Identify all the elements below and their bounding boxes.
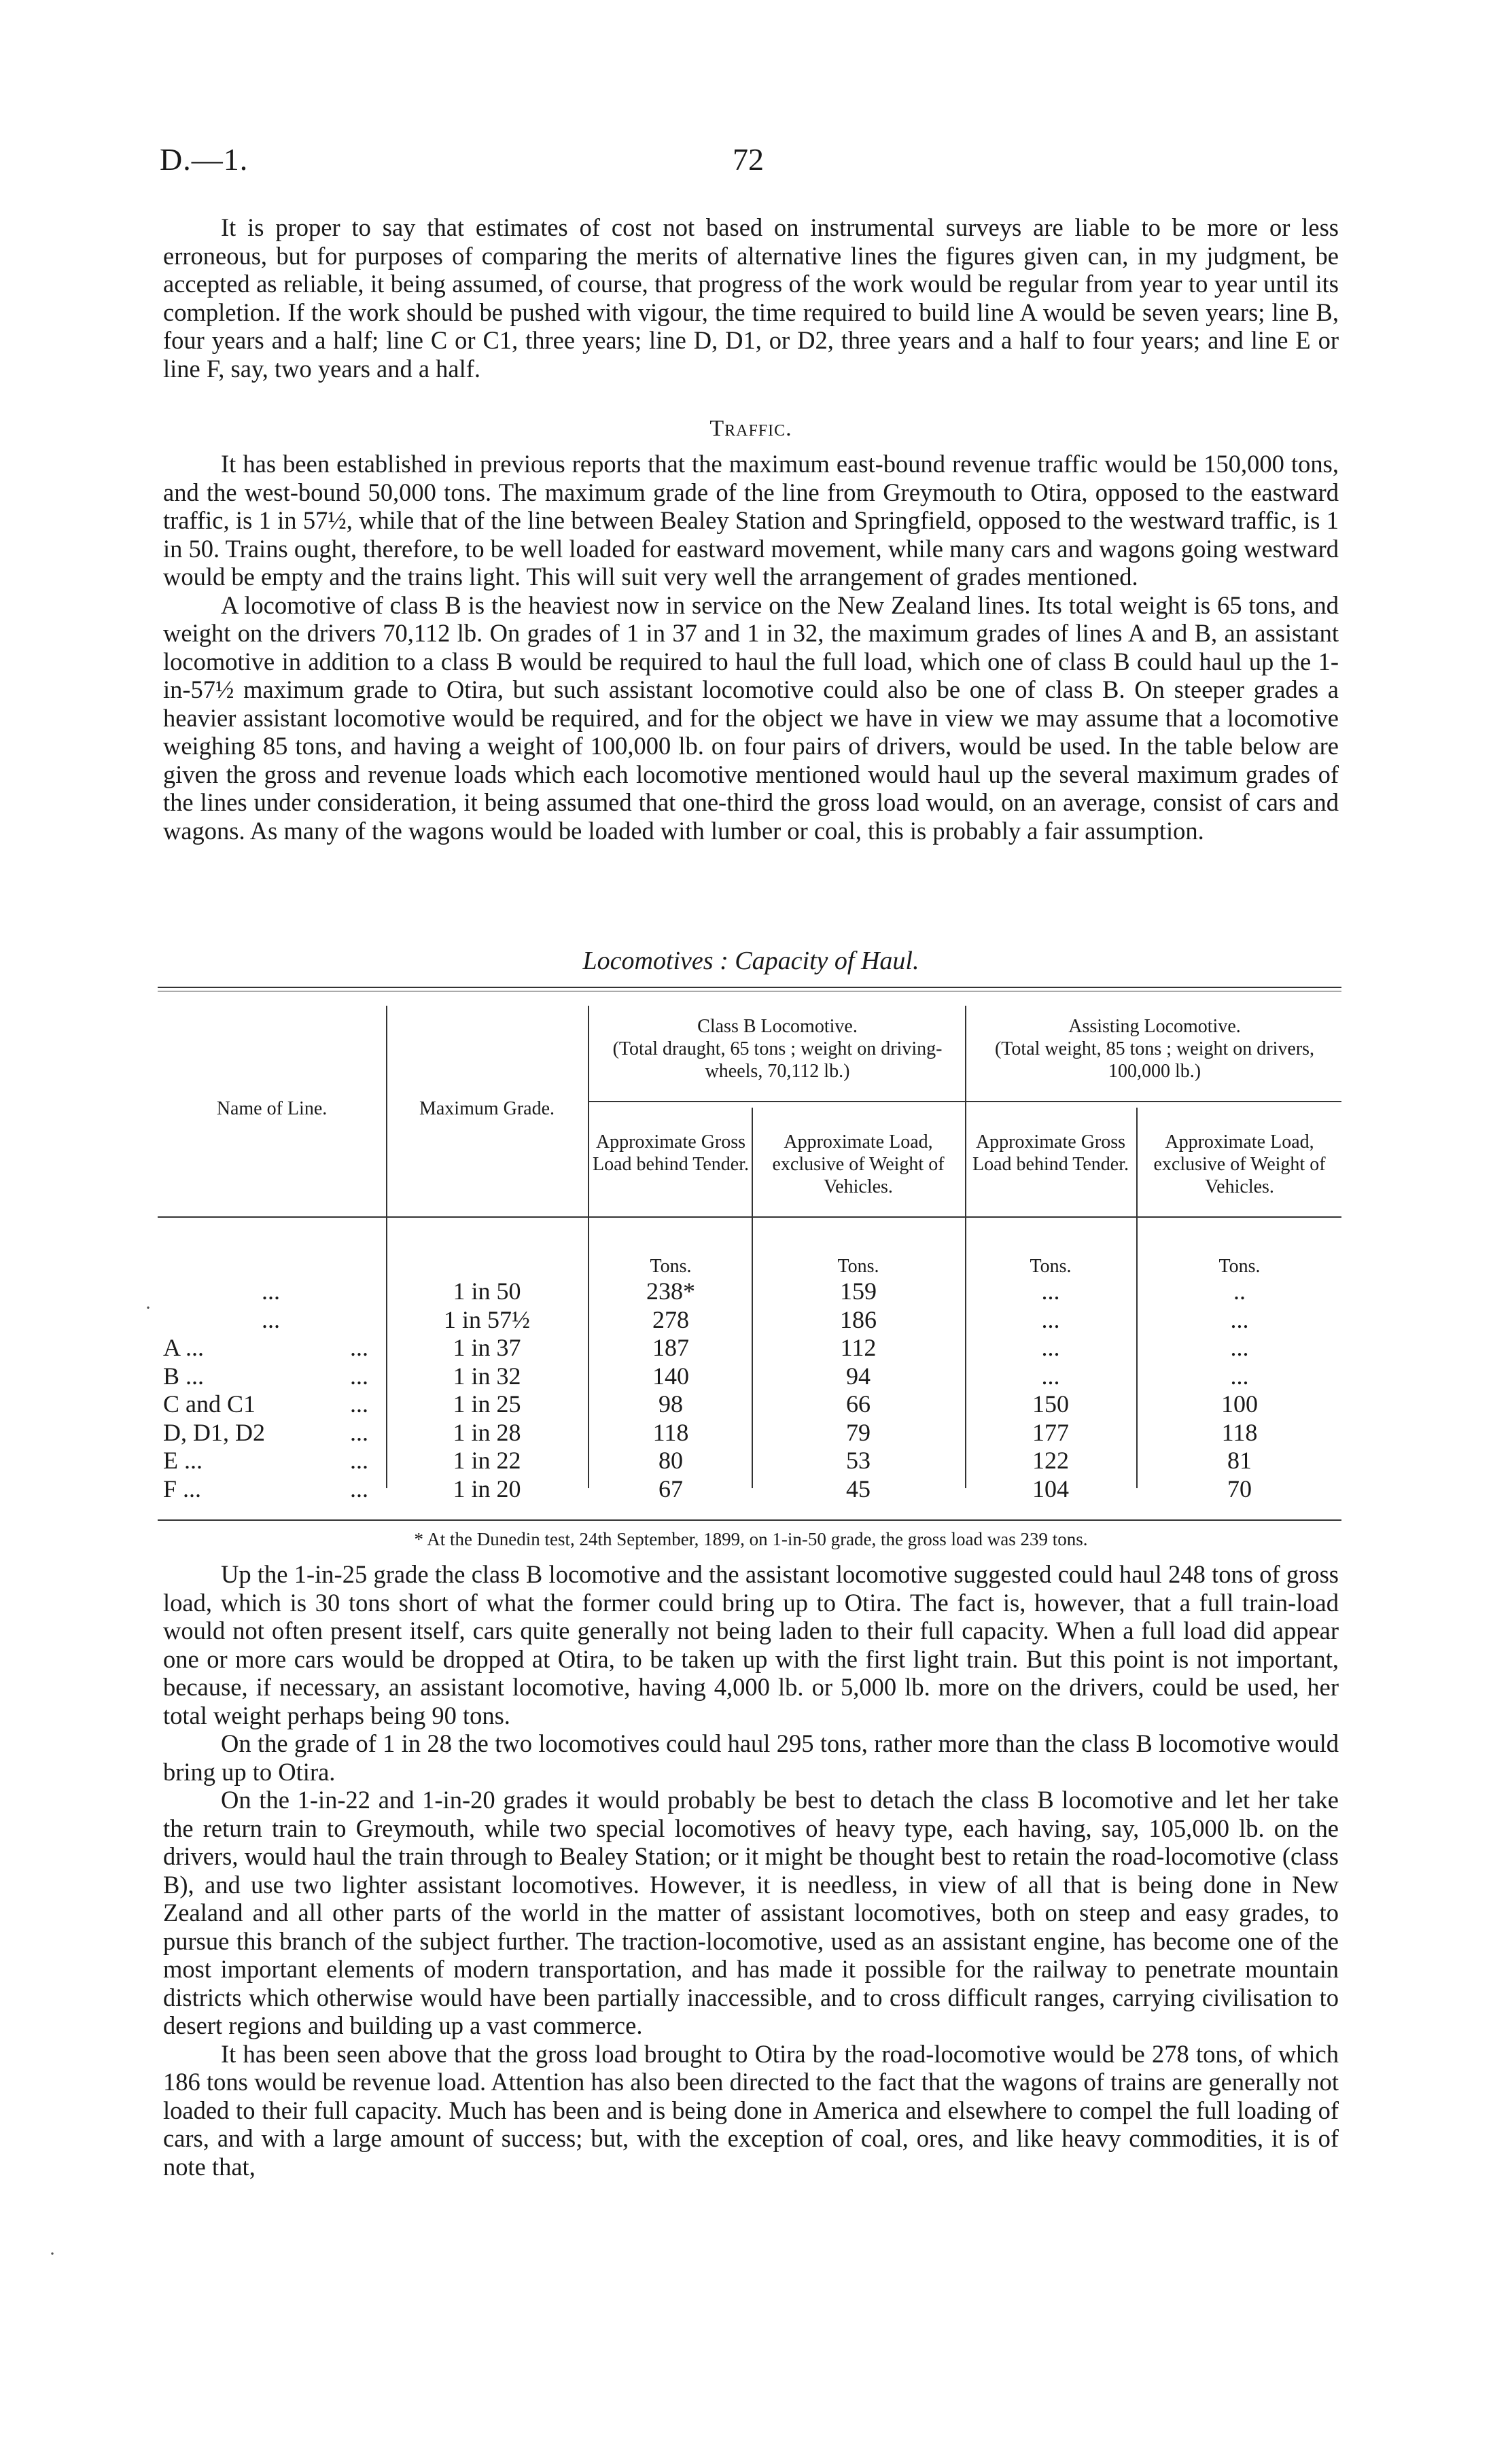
paragraph-after-1: Up the 1-in-25 grade the class B locomotive and the assistant locomotive suggested could haul 248 tons of gross load, which is 30 tons short of what the former could bring up to Otira. The fact is, however, that a full train-load would not often present itself, cars quite generally not being laden to their full capacity. When a full load did appear one or more cars would be dropped at Otira, to be taken up with the first light train. But this point is not important, because, if necessary, an assistant locomotive, having 4,000 lb. or 5,000 lb. more on the drivers, could be used, her total weight perhaps being 90 tons. bbox=[163, 1560, 1339, 1729]
cell-b-gross: 238* bbox=[646, 1278, 695, 1305]
cell-b-load: 186 bbox=[840, 1305, 877, 1333]
group-header-assisting bbox=[968, 1015, 1341, 1083]
cell-b-gross: 67 bbox=[658, 1475, 683, 1502]
cell-line-name: ... bbox=[262, 1305, 280, 1333]
cell-b-gross: 98 bbox=[658, 1390, 683, 1418]
cell-a-load: 70 bbox=[1227, 1475, 1252, 1502]
cell-grade: 1 in 50 bbox=[453, 1278, 521, 1305]
col-header-line: Name of Line. bbox=[216, 1098, 328, 1119]
table-footnote: * At the Dunedin test, 24th September, 1899, on 1-in-50 grade, the gross load was 239 tons. bbox=[414, 1529, 1088, 1549]
paragraph-after-2: On the grade of 1 in 28 the two locomotives could haul 295 tons, rather more than the class B locomotive would bring up to Otira. bbox=[163, 1729, 1339, 1786]
cell-leader-dots: ... bbox=[350, 1362, 368, 1390]
cell-a-load: .. bbox=[1233, 1278, 1246, 1305]
cell-grade: 1 in 37 bbox=[453, 1334, 521, 1361]
cell-b-gross: 80 bbox=[658, 1447, 683, 1474]
unit-label: Tons. bbox=[650, 1256, 692, 1277]
paragraph-costs: It is proper to say that estimates of cost not based on instrumental surveys are liable to be more or less erroneous, but for purposes of comparing the merits of alternative lines the figures given can, in my judgment, be accepted as reliable, it being assumed, of course, that progress of the work would be regular from year to year until its completion. If the work should be pushed with vigour, the time required to build line A would be seven years; line B, four years and a half; line C or C1, three years; line D, D1, or D2, three years and a half to four years; and line E or line F, say, two years and a half. bbox=[163, 213, 1339, 383]
table-bottom-rule bbox=[158, 1519, 1341, 1521]
paragraph-after-4: It has been seen above that the gross load brought to Otira by the road-locomotive would be 278 tons, of which 186 tons would be revenue load. Attention has also been directed to the fact that the wagons of trains are generally not loaded to their full capacity. Much has been and is being done in America and elsewhere to compel the full loading of cars, and with a large amount of success; but, with the exception of coal, ores, and like heavy commodities, it is of note that, bbox=[163, 2039, 1339, 2181]
cell-b-load: 45 bbox=[846, 1475, 871, 1502]
cell-line-name: E ... bbox=[163, 1447, 203, 1474]
cell-a-gross: 177 bbox=[1032, 1418, 1069, 1446]
stray-mark: · bbox=[49, 2242, 56, 2265]
group-class-b-title: Class B Locomotive. bbox=[697, 1016, 858, 1037]
page-number: 72 bbox=[733, 142, 764, 177]
table-divider bbox=[752, 1108, 753, 1488]
col-header-grade: Maximum Grade. bbox=[419, 1098, 555, 1119]
cell-b-gross: 118 bbox=[652, 1418, 689, 1446]
cell-a-gross: 104 bbox=[1032, 1475, 1069, 1502]
unit-label: Tons. bbox=[837, 1256, 879, 1277]
subheader-b-load: Approximate Load, exclusive of Weight of Vehicles. bbox=[772, 1131, 945, 1197]
cell-b-load: 79 bbox=[846, 1418, 871, 1446]
table-title: Locomotives : Capacity of Haul. bbox=[582, 947, 919, 975]
table-divider bbox=[588, 1006, 589, 1488]
table-top-rule bbox=[158, 987, 1341, 988]
cell-a-gross: ... bbox=[1041, 1305, 1060, 1333]
cell-leader-dots: ... bbox=[350, 1334, 368, 1361]
group-assisting-title: Assisting Locomotive. bbox=[1068, 1016, 1241, 1037]
cell-a-load: 100 bbox=[1221, 1390, 1258, 1418]
cell-b-gross: 187 bbox=[652, 1334, 689, 1361]
cell-line-name: A ... bbox=[163, 1334, 205, 1361]
paragraph-traffic-2: A locomotive of class B is the heaviest now in service on the New Zealand lines. Its total weight is 65 tons, and weight on the drivers 70,112 lb. On grades of 1 in 37 and 1 in 32, the maximum grades of lines A and B, an assistant locomotive in addition to a class B would be required to haul the full load, which one of class B could haul up the 1-in-57½ maximum grade to Otira, but such assistant locomotive could also be one of class B. On steeper grades a heavier assistant locomotive would be required, and for the object we have in view we may assume that a locomotive weighing 85 tons, and having a weight of 100,000 lb. on four pairs of drivers, would be used. In the table below are given the gross and revenue loads which each locomotive mentioned would haul up the several maximum grades of the lines under consideration, it being assumed that one-third the gross load would, on an average, consist of cars and wagons. As many of the wagons would be loaded with lumber or coal, this is probably a fair assumption. bbox=[163, 591, 1339, 845]
subheader-a-load: Approximate Load, exclusive of Weight of Vehicles. bbox=[1153, 1131, 1326, 1197]
cell-a-load: 118 bbox=[1221, 1418, 1258, 1446]
cell-b-gross: 140 bbox=[652, 1362, 689, 1390]
cell-grade: 1 in 28 bbox=[453, 1418, 521, 1446]
cell-a-load: ... bbox=[1230, 1334, 1249, 1361]
cell-leader-dots: ... bbox=[350, 1418, 368, 1446]
stray-mark: · bbox=[145, 1297, 152, 1319]
cell-a-load: 81 bbox=[1227, 1447, 1252, 1474]
cell-grade: 1 in 25 bbox=[453, 1390, 521, 1418]
cell-a-gross: ... bbox=[1041, 1362, 1060, 1390]
cell-grade: 1 in 20 bbox=[453, 1475, 521, 1502]
cell-a-load: ... bbox=[1230, 1305, 1249, 1333]
unit-label: Tons. bbox=[1030, 1256, 1072, 1277]
cell-grade: 1 in 32 bbox=[453, 1362, 521, 1390]
cell-line-name: B ... bbox=[163, 1362, 205, 1390]
paragraph-after-3: On the 1-in-22 and 1-in-20 grades it would probably be best to detach the class B locomotive and let her take the return train to Greymouth, while two special locomotives of heavy type, each having, say, 105,000 lb. on the drivers, would haul the train through to Bealey Station; or it might be thought best to retain the road-locomotive (class B), and use two lighter assistant locomotives. However, it is needless, in view of all that is being done in New Zealand and all other parts of the world in the matter of assistant locomotives, both on steep and easy grades, to pursue this branch of the subject further. The traction-locomotive, used as an assistant engine, has become one of the most important elements of modern transportation, and has made it possible for the railway to penetrate mountain districts which otherwise would have been partially inaccessible, and to cross difficult ranges, carrying civilisation to desert regions and building up a vast commerce. bbox=[163, 1786, 1339, 2039]
cell-line-name: F ... bbox=[163, 1475, 202, 1502]
table-divider bbox=[1136, 1108, 1138, 1488]
group-class-b-detail: (Total draught, 65 tons ; weight on driving-wheels, 70,112 lb.) bbox=[612, 1038, 943, 1082]
group-header-class-b bbox=[591, 1015, 964, 1083]
paragraph-traffic-1: It has been established in previous reports that the maximum east-bound revenue traffic would be 150,000 tons, and the west-bound 50,000 tons. The maximum grade of the line from Greymouth to Otira, opposed to the eastward traffic, is 1 in 57½, while that of the line between Bealey Station and Springfield, opposed to the westward traffic, is 1 in 50. Trains ought, therefore, to be well loaded for eastward movement, while many cars and wagons going westward would be empty and the trains light. This will suit very well the arrangement of grades mentioned. bbox=[163, 450, 1339, 591]
cell-a-gross: ... bbox=[1041, 1278, 1060, 1305]
document-reference: D.—1. bbox=[160, 142, 249, 177]
cell-a-gross: ... bbox=[1041, 1334, 1060, 1361]
cell-leader-dots: ... bbox=[350, 1447, 368, 1474]
unit-label: Tons. bbox=[1218, 1256, 1261, 1277]
cell-b-load: 53 bbox=[846, 1447, 871, 1474]
group-assisting-detail: (Total weight, 85 tons ; weight on drivers, 100,000 lb.) bbox=[994, 1038, 1315, 1082]
subheader-a-gross: Approximate Gross Load behind Tender. bbox=[972, 1131, 1129, 1175]
cell-line-name: C and C1 bbox=[163, 1390, 256, 1418]
cell-b-gross: 278 bbox=[652, 1305, 689, 1333]
section-heading-traffic: Traffic. bbox=[709, 416, 792, 441]
cell-grade: 1 in 57½ bbox=[443, 1305, 530, 1333]
subheader-b-gross: Approximate Gross Load behind Tender. bbox=[593, 1131, 750, 1175]
cell-a-gross: 122 bbox=[1032, 1447, 1069, 1474]
table-header-rule bbox=[158, 1216, 1341, 1218]
cell-line-name: D, D1, D2 bbox=[163, 1418, 265, 1446]
cell-leader-dots: ... bbox=[350, 1390, 368, 1418]
cell-grade: 1 in 22 bbox=[453, 1447, 521, 1474]
table-divider bbox=[965, 1006, 966, 1488]
cell-b-load: 159 bbox=[840, 1278, 877, 1305]
paragraphs-traffic bbox=[163, 450, 1339, 845]
cell-b-load: 66 bbox=[846, 1390, 871, 1418]
cell-leader-dots: ... bbox=[350, 1475, 368, 1502]
cell-b-load: 112 bbox=[840, 1334, 877, 1361]
cell-a-load: ... bbox=[1230, 1362, 1249, 1390]
cell-line-name: ... bbox=[262, 1278, 280, 1305]
cell-b-load: 94 bbox=[846, 1362, 871, 1390]
cell-a-gross: 150 bbox=[1032, 1390, 1069, 1418]
paragraphs-after-table bbox=[163, 1560, 1339, 2181]
